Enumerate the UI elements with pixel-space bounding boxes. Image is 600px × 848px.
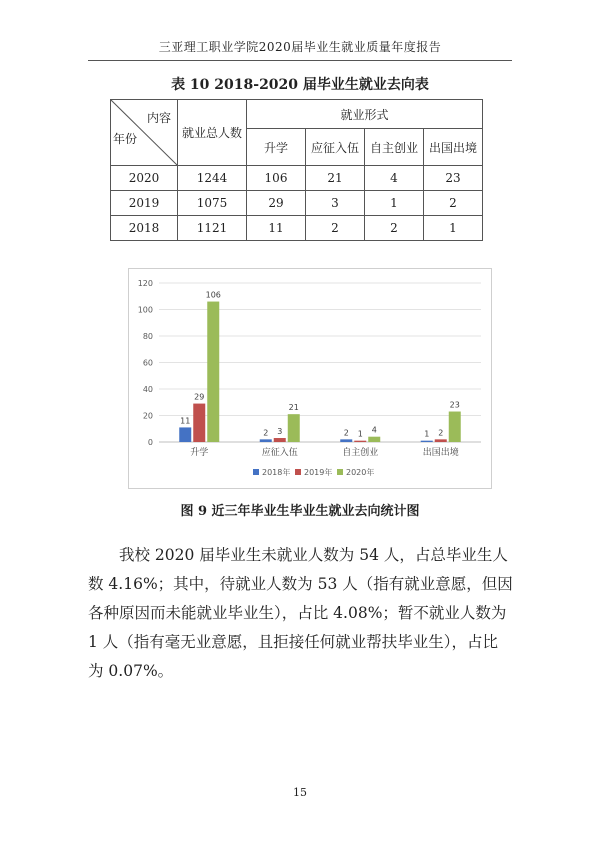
data-label: 3 [277,427,283,437]
bar [368,437,380,442]
chart-container [128,268,492,489]
bar [354,441,366,442]
y-tick-label: 120 [137,279,153,288]
data-label: 21 [288,403,299,413]
data-label: 23 [449,400,460,410]
paragraph-line: 1 人（指有毫无业意愿，且拒接任何就业帮扶毕业生），占比 [88,633,499,651]
bar [449,412,461,442]
y-tick-label: 60 [142,358,153,368]
bar [179,427,191,442]
legend-label: 2019年 [304,468,333,477]
value-cell: 4 [365,166,424,191]
x-tick-label: 升学 [190,448,209,458]
value-cell: 3 [306,191,365,216]
paragraph-line: 为 0.07%。 [88,662,174,680]
data-label: 11 [180,416,191,426]
legend-swatch [253,469,259,475]
table-row [111,166,483,191]
col-header-military: 应征入伍 [306,129,365,166]
figure-caption: 图 9 近三年毕业生毕业生就业去向统计图 [180,504,420,519]
y-tick-label: 80 [142,332,153,341]
value-cell: 23 [424,166,483,191]
bar [435,439,447,442]
data-label: 2 [343,428,349,438]
value-cell: 1 [365,191,424,216]
y-tick-label: 100 [137,305,153,315]
value-cell: 2 [365,216,424,241]
bar-chart [129,269,491,488]
bar [207,302,219,442]
corner-bottom-label: 年份 [113,132,138,146]
paragraph-line: 数 4.16%；其中，待就业人数为 53 人（指有就业意愿，但因 [88,575,513,593]
table-row [111,216,483,241]
x-tick-label: 出国出境 [422,448,459,458]
corner-top-label: 内容 [146,111,171,125]
value-cell: 106 [247,166,306,191]
x-tick-label: 应征入伍 [261,448,298,458]
data-label: 2 [263,428,269,438]
col-header-further-study: 升学 [247,129,306,166]
x-tick-label: 自主创业 [342,448,379,458]
data-label: 29 [194,392,205,402]
value-cell: 11 [247,216,306,241]
year-cell: 2018 [111,216,178,241]
col-header-abroad: 出国出境 [424,129,483,166]
bar [193,404,205,442]
year-cell: 2019 [111,191,178,216]
employment-table [110,99,483,241]
data-label: 2 [438,428,444,438]
data-label: 1 [357,429,363,439]
y-tick-label: 20 [142,411,153,421]
legend-label: 2018年 [262,468,291,477]
total-cell: 1244 [178,166,247,191]
bar [340,439,352,442]
body-paragraph [88,541,520,686]
value-cell: 29 [247,191,306,216]
col-header-self-employed: 自主创业 [365,129,424,166]
bar [274,438,286,442]
y-tick-label: 0 [147,438,153,447]
page-header: 三亚理工职业学院2020届毕业生就业质量年度报告 [88,38,512,61]
value-cell: 2 [306,216,365,241]
legend-label: 2020年 [346,468,375,477]
paragraph-line: 我校 2020 届毕业生未就业人数为 54 人，占总毕业生人 [119,546,508,564]
group-header-cell: 就业形式 [247,100,483,129]
corner-header-cell [111,100,178,166]
data-label: 106 [205,290,221,300]
table-title: 表 10 2018-2020 届毕业生就业去向表 [171,77,429,93]
value-cell: 21 [306,166,365,191]
paragraph-line: 各种原因而未能就业毕业生），占比 4.08%；暂不就业人数为 [88,604,507,622]
bar [260,439,272,442]
year-cell: 2020 [111,166,178,191]
table-row [111,191,483,216]
total-header-cell: 就业总人数 [178,100,247,166]
total-cell: 1075 [178,191,247,216]
value-cell: 1 [424,216,483,241]
legend-swatch [337,469,343,475]
bar [421,441,433,442]
legend-swatch [295,469,301,475]
value-cell: 2 [424,191,483,216]
data-label: 4 [371,425,377,435]
bar [288,414,300,442]
y-tick-label: 40 [142,385,153,394]
total-cell: 1121 [178,216,247,241]
page-number: 15 [293,786,307,799]
data-label: 1 [424,429,430,439]
